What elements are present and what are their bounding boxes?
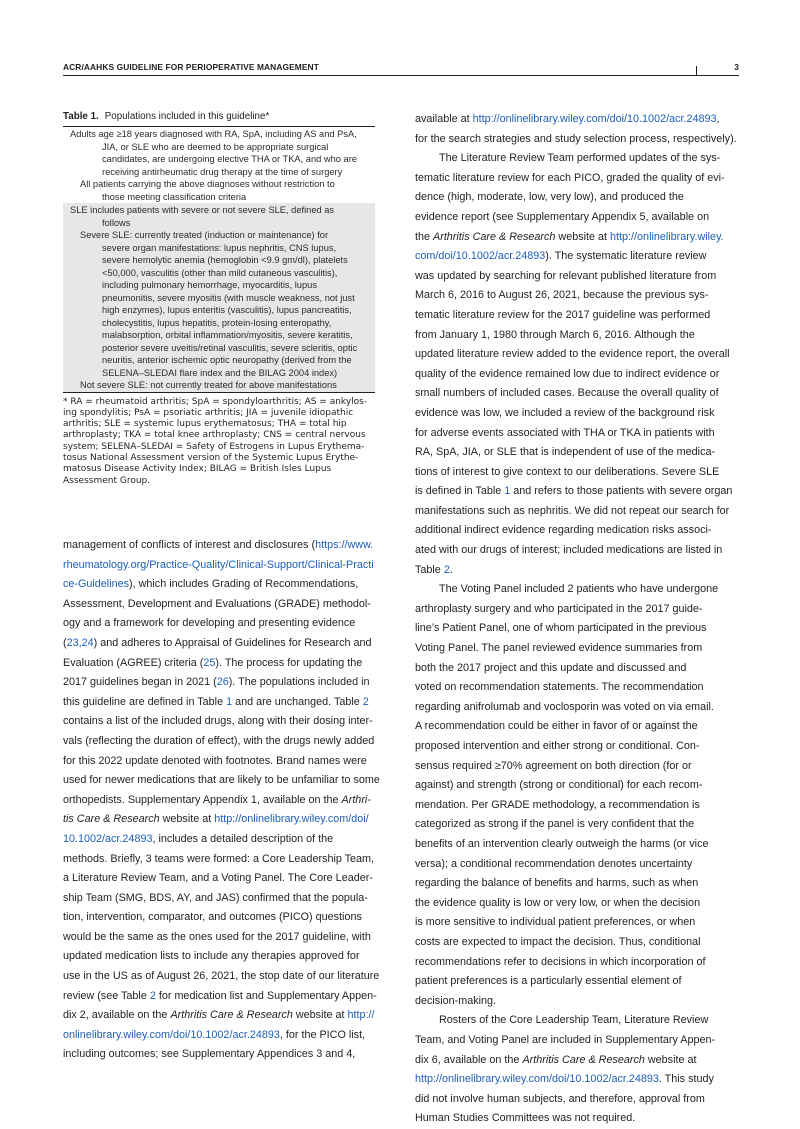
text-segment: review (see Table: [63, 989, 150, 1002]
text-line: [415, 796, 739, 816]
text-line: [63, 712, 385, 732]
table-row: receiving antirheumatic drug therapy at the time of surgery: [102, 166, 343, 177]
text-segment: evidence was low, we included a review of the background risk: [415, 406, 715, 419]
text-segment: .: [449, 563, 453, 576]
text-segment: regarding anifrolumab and voclosporin was voted on via email.: [415, 700, 714, 713]
text-segment: ). The systematic literature review: [545, 250, 707, 263]
text-line: [415, 384, 739, 404]
text-line: [63, 634, 385, 654]
text-line: [415, 992, 739, 1012]
reference-link[interactable]: com/doi/10.1002/acr.24893: [415, 250, 546, 263]
text-segment: website at: [159, 813, 215, 826]
text-line: [63, 850, 385, 870]
table-row: SLE includes patients with severe or not severe SLE, defined as: [70, 205, 335, 215]
text-line: [415, 345, 739, 365]
table-row: Severe SLE: currently treated (induction or maintenance) for: [80, 230, 329, 240]
footnote-line: ing spondylitis; PsA = psoriatic arthritis; JIA = juvenile idiopathic: [63, 407, 354, 418]
reference-link[interactable]: rheumatology.org/Practice-Quality/Clinical-Support/Clinical-Practi: [63, 558, 374, 571]
reference-link[interactable]: 1: [504, 485, 511, 498]
text-segment: evidence report (see Supplementary Appendix 5, available on: [415, 210, 710, 223]
text-line: [415, 267, 739, 287]
text-segment: Voting Panel. The panel reviewed evidence summaries from: [415, 642, 703, 655]
text-line: [415, 855, 739, 875]
table-row: cholecystitis, lupus hepatitis, protein-losing enteropathy,: [102, 317, 332, 328]
table-row: severe hemolytic anemia (hemoglobin <9.9 gm/dl), platelets: [102, 255, 348, 265]
reference-link[interactable]: 25: [203, 656, 216, 669]
text-line: [63, 791, 385, 811]
text-segment: including outcomes; see Supplementary Appendices 3 and 4,: [63, 1048, 356, 1061]
text-segment: Team, and Voting Panel are included in Supplementary Appen-: [415, 1033, 716, 1046]
text-line: [63, 693, 385, 713]
text-segment: this guideline are defined in Table: [63, 695, 227, 708]
journal-name: Arthritis Care & Research: [170, 1009, 293, 1022]
text-segment: arthroplasty surgery and who participated in the 2017 guide-: [415, 602, 703, 615]
text-segment: did not involve human subjects, and therefore, approval from: [415, 1092, 705, 1105]
journal-name: Arthritis Care & Research: [433, 230, 556, 243]
text-line: [63, 595, 385, 615]
text-segment: tematic literature review for the 2017 guideline was performed: [415, 308, 711, 321]
text-line: [63, 908, 385, 928]
text-line: [415, 443, 739, 463]
text-segment: website at: [644, 1053, 697, 1066]
text-segment: was updated by searching for relevant published literature from: [415, 269, 717, 282]
text-segment: for medication list and Supplementary Appen-: [155, 989, 377, 1002]
text-segment: 2017 guidelines began in 2021 (: [63, 676, 217, 689]
text-segment: voted on recommendation statements. The recommendation: [415, 681, 704, 694]
reference-link[interactable]: ce-Guidelines: [63, 578, 130, 591]
text-line: [415, 933, 739, 953]
text-segment: methods. Briefly, 3 teams were formed: a Core Leadership Team,: [63, 852, 375, 865]
text-segment: Human Studies Committees was not required.: [415, 1112, 636, 1125]
text-segment: costs are expected to impact the decision. Thus, conditional: [415, 935, 701, 948]
text-line: [63, 869, 385, 889]
text-segment: categorized as strong if the panel is very confident that the: [415, 818, 695, 831]
text-line: [415, 482, 739, 502]
text-segment: the evidence quality is low or very low, or when the decision: [415, 896, 701, 909]
text-segment: dix 2, available on the: [63, 1009, 171, 1022]
text-line: [63, 889, 385, 909]
text-segment: tematic literature review for each PICO, graded the quality of evi-: [415, 171, 725, 184]
text-segment: manifestations such as nephritis. We did not repeat our search for: [415, 504, 730, 517]
text-line: [415, 776, 739, 796]
text-segment: , includes a detailed description of the: [152, 832, 334, 845]
text-segment: ) and adheres to Appraisal of Guidelines for Research and: [93, 636, 372, 649]
text-line: [415, 1090, 739, 1110]
text-line: [63, 614, 385, 634]
text-line: [415, 1011, 739, 1031]
text-segment: tions of interest to give context to our deliberations. Severe SLE: [415, 465, 720, 478]
text-segment: small numbers of included cases. Because the overall quality of: [415, 387, 719, 400]
text-line: [415, 580, 739, 600]
table-row: follows: [102, 217, 131, 228]
table-row: including pulmonary hemorrhage, myocarditis, lupus: [102, 280, 317, 290]
text-line: [415, 326, 739, 346]
table-row: SELENA–SLEDAI flare index and the BILAG 2004 index): [102, 367, 338, 378]
text-segment: from January 1, 1980 through March 6, 2016. Although the: [415, 328, 695, 341]
text-line: [415, 404, 739, 424]
text-line: [415, 894, 739, 914]
text-line: [415, 247, 739, 267]
text-segment: , for the PICO list,: [279, 1028, 366, 1041]
text-segment: vals (reflecting the duration of effect), with the drugs newly added: [63, 734, 375, 747]
text-line: [415, 149, 739, 169]
table-row: <50,000, vasculitis (other than mild cutaneous vasculitis),: [102, 267, 338, 278]
text-segment: recommendations refer to decisions in which incorporation of: [415, 955, 706, 968]
reference-link[interactable]: http://onlinelibrary.wiley.com/doi/10.1002/acr.24893: [472, 113, 717, 125]
text-segment: ). The populations included in: [228, 676, 370, 689]
footnote-line: tosus National Assessment version of the Systemic Lupus Erythe-: [63, 452, 359, 463]
text-line: [415, 521, 739, 541]
text-segment: dence (high, moderate, low, very low), and produced the: [415, 191, 684, 204]
text-segment: decision-making.: [415, 994, 497, 1007]
text-segment: A recommendation could be either in favor of or against the: [415, 720, 698, 733]
text-segment: for this 2022 update denoted with footnotes. Brand names were: [63, 754, 367, 767]
text-line: [63, 556, 385, 576]
text-line: [63, 1026, 385, 1046]
text-line: [415, 541, 739, 561]
text-line: [415, 972, 739, 992]
table-bottom-rule: [63, 392, 375, 393]
text-segment: benefits of an intervention clearly outweigh the harms (or vice: [415, 837, 709, 850]
text-line: [415, 1070, 739, 1090]
text-segment: Assessment, Development and Evaluations (GRADE) methodol-: [63, 597, 371, 610]
text-segment: dix 6, available on the: [415, 1053, 523, 1066]
text-line: [63, 947, 385, 967]
table-caption-text: Populations included in this guideline*: [104, 111, 270, 122]
running-title: ACR/AAHKS GUIDELINE FOR PERIOPERATIVE MANAGEMENT: [63, 62, 319, 72]
text-segment: . This study: [658, 1073, 714, 1086]
table-row: those meeting classification criteria: [102, 191, 247, 202]
table-row: neuritis, anterior ischemic optic neuropathy (derived from the: [102, 355, 352, 365]
text-segment: updated literature review added to the evidence report, the overall: [415, 348, 730, 361]
reference-link[interactable]: https://www.: [315, 539, 374, 551]
table-body: [63, 127, 375, 392]
table-1: [63, 110, 375, 487]
footnote-line: system; SELENA–SLEDAI = Safety of Estrogens in Lupus Erythema-: [63, 441, 365, 452]
text-segment: both the 2017 project and this update and discussed and: [415, 661, 687, 674]
table-group: [63, 203, 375, 392]
text-line: [415, 228, 739, 248]
text-segment: sensus required ≥70% agreement on both direction (for or: [415, 759, 692, 772]
text-segment: a Literature Review Team, and a Voting Panel. The Core Leader-: [63, 872, 373, 885]
text-line: [63, 967, 385, 987]
table-row: high enzymes), lupus enteritis (vasculitis), lupus pancreatitis,: [102, 305, 352, 315]
text-segment: additional indirect evidence regarding medication risks associ-: [415, 524, 712, 537]
journal-name: Arthri-: [341, 793, 371, 806]
table-row: malabsorption, orbital inflammation/myositis, severe keratitis,: [102, 330, 353, 340]
text-segment: (: [63, 636, 67, 649]
text-segment: tion, intervention, comparator, and outcomes (PICO) questions: [63, 911, 362, 924]
text-segment: regarding the balance of benefits and harms, such as when: [415, 877, 699, 890]
text-line: [415, 130, 739, 150]
text-line: [415, 110, 739, 130]
reference-link[interactable]: 23,24: [66, 636, 94, 649]
reference-link[interactable]: 26: [216, 676, 229, 689]
text-line: [415, 678, 739, 698]
text-segment: updated medication lists to include any therapies approved for: [63, 950, 360, 963]
reference-link[interactable]: 2: [149, 989, 156, 1002]
table-caption: [63, 110, 375, 123]
reference-link[interactable]: http://onlinelibrary.wiley.com/doi/: [214, 813, 369, 826]
text-line: [415, 639, 739, 659]
text-line: [415, 717, 739, 737]
table-row: severe organ manifestations: lupus nephritis, CNS lupus,: [102, 242, 337, 253]
text-segment: ogy and a framework for developing and presenting evidence: [63, 617, 356, 630]
text-segment: quality of the evidence remained low due to indirect evidence or: [415, 367, 720, 380]
text-line: [415, 737, 739, 757]
text-segment: RA, SpA, JIA, or SLE that is independent of use of the medica-: [415, 446, 716, 459]
reference-link[interactable]: http://onlinelibrary.wiley.: [610, 230, 724, 243]
text-segment: ated with our drugs of interest; included medications are listed in: [415, 544, 723, 557]
text-segment: and refers to those patients with severe organ: [510, 485, 733, 498]
text-line: [63, 810, 385, 830]
reference-link[interactable]: 2: [443, 563, 450, 576]
text-segment: is more sensitive to individual patient preferences, or when: [415, 916, 696, 929]
text-segment: ,: [716, 113, 720, 125]
text-segment: would be the same as the ones used for the 2017 guideline, with: [63, 930, 371, 943]
text-segment: mendation. Per GRADE methodology, a recommendation is: [415, 798, 700, 811]
text-line: [63, 1045, 385, 1065]
text-line: [415, 306, 739, 326]
footnote-line: Assessment Group.: [63, 475, 151, 486]
text-segment: and are unchanged. Table: [232, 695, 363, 708]
text-line: [415, 1031, 739, 1051]
text-line: [415, 835, 739, 855]
text-segment: website at: [292, 1009, 348, 1022]
text-line: [63, 536, 385, 556]
table-row: candidates, are undergoing elective THA or TKA, and who are: [102, 154, 357, 164]
text-segment: March 6, 2016 to August 26, 2021, because the previous sys-: [415, 289, 709, 302]
reference-link[interactable]: http://: [347, 1009, 375, 1022]
text-line: [415, 286, 739, 306]
footnote-line: arthroplasty; TKA = total knee arthroplasty; CNS = central nervous: [63, 430, 366, 441]
text-segment: ship Team (SMG, BDS, AY, and JAS) confirmed that the popula-: [63, 891, 368, 904]
text-line: [415, 365, 739, 385]
text-line: [63, 1006, 385, 1026]
text-segment: line’s Patient Panel, one of whom participated in the previous: [415, 622, 707, 635]
text-line: [415, 1109, 739, 1129]
text-line: [63, 830, 385, 850]
text-segment: versa); a conditional recommendation denotes uncertainty: [415, 857, 693, 870]
text-line: [63, 654, 385, 674]
text-segment: contains a list of the included drugs, along with their dosing inter-: [63, 715, 373, 728]
text-line: [415, 502, 739, 522]
journal-name: tis Care & Research: [63, 813, 160, 826]
text-line: [415, 913, 739, 933]
text-line: [415, 757, 739, 777]
header-divider-tick: [696, 66, 697, 76]
text-segment: available at: [415, 113, 473, 125]
text-line: [63, 771, 385, 791]
text-segment: use in the US as of August 26, 2021, the stop date of our literature: [63, 970, 380, 983]
table-group: [63, 127, 375, 203]
reference-link[interactable]: 10.1002/acr.24893: [63, 832, 153, 845]
page-number: 3: [734, 62, 739, 72]
body-column-left: [63, 536, 385, 1065]
text-line: [415, 874, 739, 894]
text-segment: management of conflicts of interest and disclosures (: [63, 539, 316, 551]
reference-link[interactable]: onlinelibrary.wiley.com/doi/10.1002/acr.24893: [63, 1028, 280, 1041]
text-segment: Rosters of the Core Leadership Team, Literature Review: [439, 1014, 709, 1027]
text-line: [415, 815, 739, 835]
text-line: [63, 673, 385, 693]
text-segment: ), which includes Grading of Recommendations,: [129, 578, 359, 591]
table-row: Adults age ≥18 years diagnosed with RA, SpA, including AS and PsA,: [70, 129, 357, 139]
text-segment: the: [415, 230, 434, 243]
text-segment: The Literature Review Team performed updates of the sys-: [439, 152, 721, 165]
text-segment: against) and strength (strong or conditional) for each recom-: [415, 779, 703, 792]
text-segment: website at: [555, 230, 611, 243]
text-segment: is defined in Table: [415, 485, 505, 498]
table-row: pneumonitis, severe myositis (with muscle weakness, not just: [102, 292, 355, 303]
text-line: [63, 752, 385, 772]
body-column-right: [415, 110, 739, 1129]
table-label: Table 1.: [63, 111, 99, 122]
table-row: All patients carrying the above diagnoses without restriction to: [80, 179, 335, 189]
text-line: [415, 659, 739, 679]
text-line: [63, 732, 385, 752]
text-segment: ). The process for updating the: [215, 656, 363, 669]
text-line: [415, 188, 739, 208]
journal-name: Arthritis Care & Research: [522, 1053, 645, 1066]
footnote-line: matosus Disease Activity Index; BILAG = British Isles Lupus: [63, 464, 332, 475]
footnote-line: * RA = rheumatoid arthritis; SpA = spondyloarthritis; AS = ankylos-: [63, 396, 368, 407]
text-line: [415, 619, 739, 639]
text-line: [415, 463, 739, 483]
text-line: [415, 424, 739, 444]
text-line: [63, 575, 385, 595]
text-line: [415, 698, 739, 718]
reference-link[interactable]: http://onlinelibrary.wiley.com/doi/10.1002/acr.24893: [415, 1073, 659, 1086]
table-row: posterior severe uveitis/retinal vasculitis, severe scleritis, optic: [102, 342, 358, 353]
text-line: [63, 987, 385, 1007]
text-segment: proposed intervention and either strong or conditional. Con-: [415, 740, 700, 752]
text-line: [415, 169, 739, 189]
table-footnote: [63, 397, 375, 487]
text-line: [415, 953, 739, 973]
text-segment: for the search strategies and study selection process, respectively).: [415, 132, 737, 145]
reference-link[interactable]: 1: [226, 695, 233, 708]
text-segment: used for newer medications that are likely to be unfamiliar to some: [63, 774, 380, 787]
header-rule: [63, 75, 739, 76]
text-segment: orthopedists. Supplementary Appendix 1, available on the: [63, 793, 342, 806]
text-line: [415, 561, 739, 581]
footnote-line: arthritis; SLE = systemic lupus erythematosus; THA = total hip: [63, 419, 347, 430]
text-segment: The Voting Panel included 2 patients who have undergone: [439, 583, 719, 596]
table-row: Not severe SLE: not currently treated for above manifestations: [80, 380, 337, 390]
text-segment: for adverse events associated with THA or TKA in patients with: [415, 426, 715, 439]
running-head: [63, 62, 739, 72]
reference-link[interactable]: 2: [362, 695, 369, 708]
text-line: [415, 600, 739, 620]
text-segment: Table: [415, 563, 444, 576]
text-line: [63, 928, 385, 948]
table-row: JIA, or SLE who are deemed to be appropriate surgical: [102, 141, 329, 152]
text-line: [415, 1051, 739, 1071]
text-line: [415, 208, 739, 228]
text-segment: Evaluation (AGREE) criteria (: [63, 656, 204, 669]
text-segment: patient preferences is a particularly essential element of: [415, 975, 682, 988]
